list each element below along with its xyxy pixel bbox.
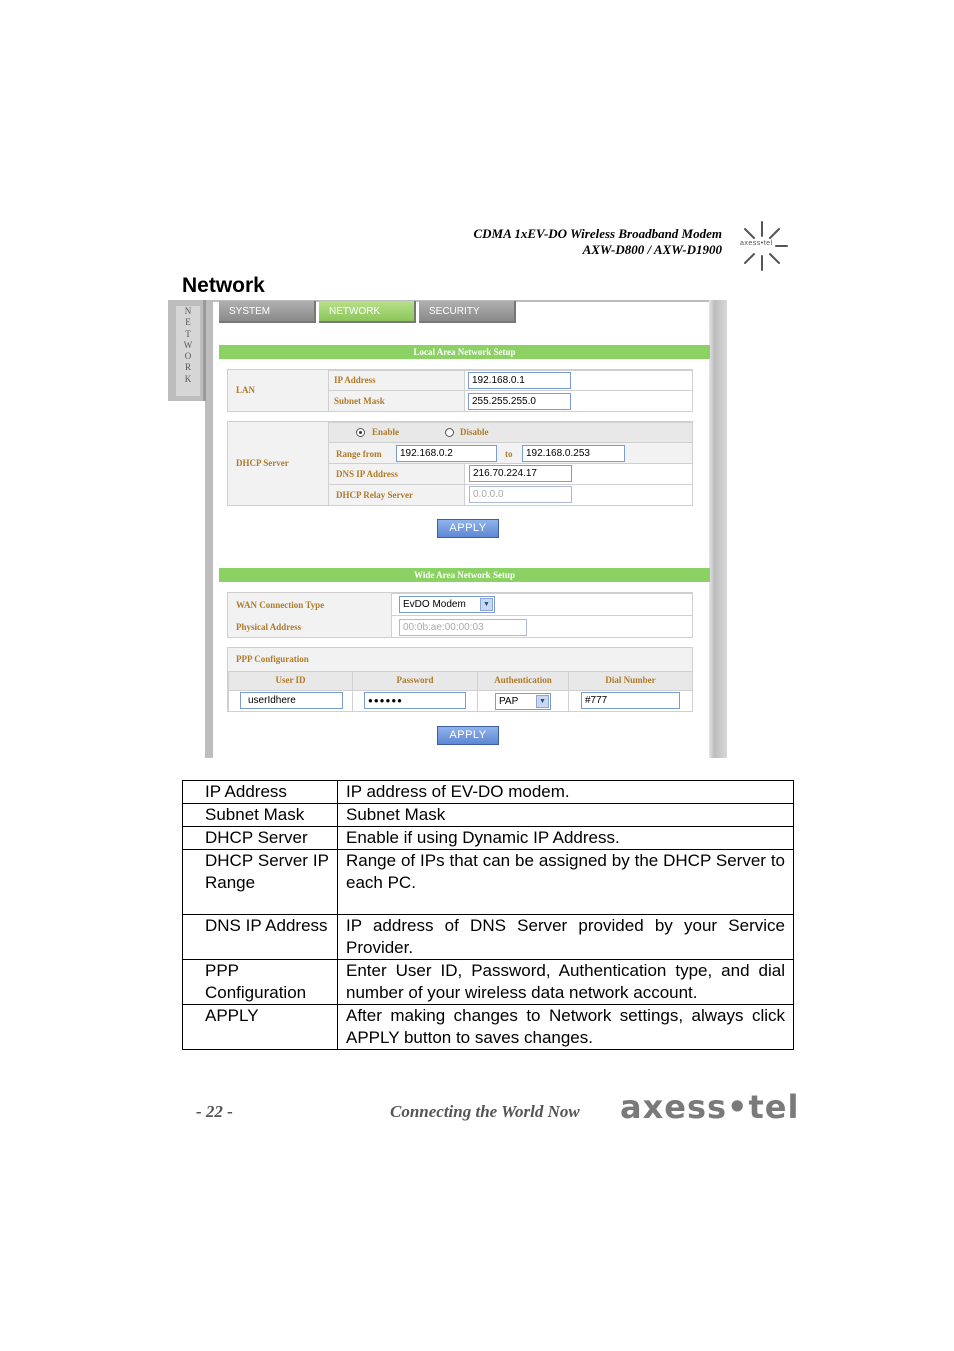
tab-security[interactable]: SECURITY <box>419 301 516 323</box>
chevron-down-icon: ▼ <box>480 598 493 611</box>
table-desc: IP address of DNS Server provided by your Service Provider. <box>338 915 794 960</box>
header-title: CDMA 1xEV-DO Wireless Broadband Modem <box>473 226 722 241</box>
table-term: DNS IP Address <box>183 915 338 960</box>
lan-panel <box>227 369 693 412</box>
dns-ip-label: DNS IP Address <box>336 469 398 479</box>
table-desc: IP address of EV-DO modem. <box>338 781 794 804</box>
range-to-input[interactable]: 192.168.0.253 <box>522 445 625 462</box>
side-nav-letter: E <box>185 317 191 328</box>
lan-apply-button[interactable]: APPLY <box>437 519 499 538</box>
dial-number-input[interactable]: #777 <box>581 692 680 709</box>
lan-section-bar: Local Area Network Setup <box>219 345 710 359</box>
table-desc: Subnet Mask <box>338 804 794 827</box>
lan-label: LAN <box>236 385 256 395</box>
side-nav-inner <box>176 306 200 396</box>
dhcp-enable-label: Enable <box>372 427 400 437</box>
dns-ip-input[interactable]: 216.70.224.17 <box>469 465 572 482</box>
table-row <box>183 915 794 960</box>
tab-network[interactable]: NETWORK <box>319 301 416 323</box>
subnet-mask-input[interactable]: 255.255.255.0 <box>468 393 571 410</box>
ip-address-input[interactable]: 192.168.0.1 <box>468 372 571 389</box>
footer-slogan: Connecting the World Now <box>390 1102 580 1121</box>
table-row <box>183 781 794 804</box>
side-nav-letter: K <box>184 373 192 384</box>
table-term: PPP Configuration <box>183 960 338 1005</box>
section-title: Network <box>182 274 265 297</box>
range-from-input[interactable]: 192.168.0.2 <box>396 445 497 462</box>
table-row <box>183 827 794 850</box>
table-row <box>183 1005 794 1050</box>
table-desc: Range of IPs that can be assigned by the DHCP Server to each PC. <box>338 850 794 915</box>
side-nav-letter: T <box>185 328 191 339</box>
ip-address-label: IP Address <box>334 375 376 385</box>
table-term: APPLY <box>183 1005 338 1050</box>
table-term: Subnet Mask <box>183 804 338 827</box>
dhcp-disable-label: Disable <box>460 427 489 437</box>
subnet-mask-label: Subnet Mask <box>334 396 385 406</box>
side-nav[interactable] <box>168 300 206 401</box>
page-number: - 22 - <box>196 1102 233 1121</box>
range-from-label: Range from <box>336 449 382 459</box>
user-id-input[interactable]: userIdhere <box>240 692 343 709</box>
physical-address-input[interactable]: 00:0b:ae:00:00:03 <box>399 619 527 636</box>
table-desc: After making changes to Network settings, always click APPLY button to saves changes. <box>338 1005 794 1050</box>
ppp-config-label: PPP Configuration <box>236 654 309 664</box>
physical-address-label: Physical Address <box>236 622 302 632</box>
authentication-select[interactable] <box>495 693 551 710</box>
table-row <box>183 804 794 827</box>
authentication-value: PAP <box>499 696 519 707</box>
tab-system[interactable]: SYSTEM <box>219 301 316 323</box>
wan-section-bar: Wide Area Network Setup <box>219 568 710 582</box>
ppp-header-password: Password <box>396 675 434 685</box>
footer-logo: axess•tel <box>620 1088 800 1126</box>
wan-connection-select[interactable] <box>399 596 495 613</box>
header-model: AXW-D800 / AXW-D1900 <box>582 242 722 257</box>
ppp-header-dial: Dial Number <box>605 675 656 685</box>
dhcp-server-label: DHCP Server <box>236 458 289 468</box>
relay-server-input[interactable]: 0.0.0.0 <box>469 486 572 503</box>
ppp-header-authentication: Authentication <box>494 675 552 685</box>
dhcp-panel <box>227 421 693 506</box>
side-nav-letter: R <box>184 362 191 373</box>
table-term: IP Address <box>183 781 338 804</box>
range-to-label: to <box>505 449 513 459</box>
password-input[interactable]: ●●●●●● <box>364 692 466 709</box>
table-row <box>183 960 794 1005</box>
frame-left <box>205 300 213 758</box>
relay-server-label: DHCP Relay Server <box>336 490 413 500</box>
side-nav-letter: W <box>183 339 193 350</box>
wan-connection-value: EvDO Modem <box>403 599 466 610</box>
frame-right <box>709 300 727 758</box>
wan-connection-label: WAN Connection Type <box>236 600 325 610</box>
table-desc: Enable if using Dynamic IP Address. <box>338 827 794 850</box>
wan-apply-button[interactable]: APPLY <box>437 726 499 745</box>
wan-panel <box>227 592 693 638</box>
chevron-down-icon: ▼ <box>536 695 549 708</box>
table-desc: Enter User ID, Password, Authentication type, and dial number of your wireless data network account. <box>338 960 794 1005</box>
table-row <box>183 850 794 915</box>
ppp-header-userid: User ID <box>275 675 306 685</box>
ppp-panel <box>227 647 693 712</box>
side-nav-letter: N <box>184 306 192 316</box>
table-term: DHCP Server <box>183 827 338 850</box>
dhcp-enable-radio[interactable] <box>356 428 365 437</box>
table-term: DHCP Server IP Range <box>183 850 338 915</box>
description-table <box>182 780 794 1050</box>
header-logo-text: axess•tel <box>740 240 773 247</box>
dhcp-disable-radio[interactable] <box>445 428 454 437</box>
side-nav-letter: O <box>184 351 192 362</box>
